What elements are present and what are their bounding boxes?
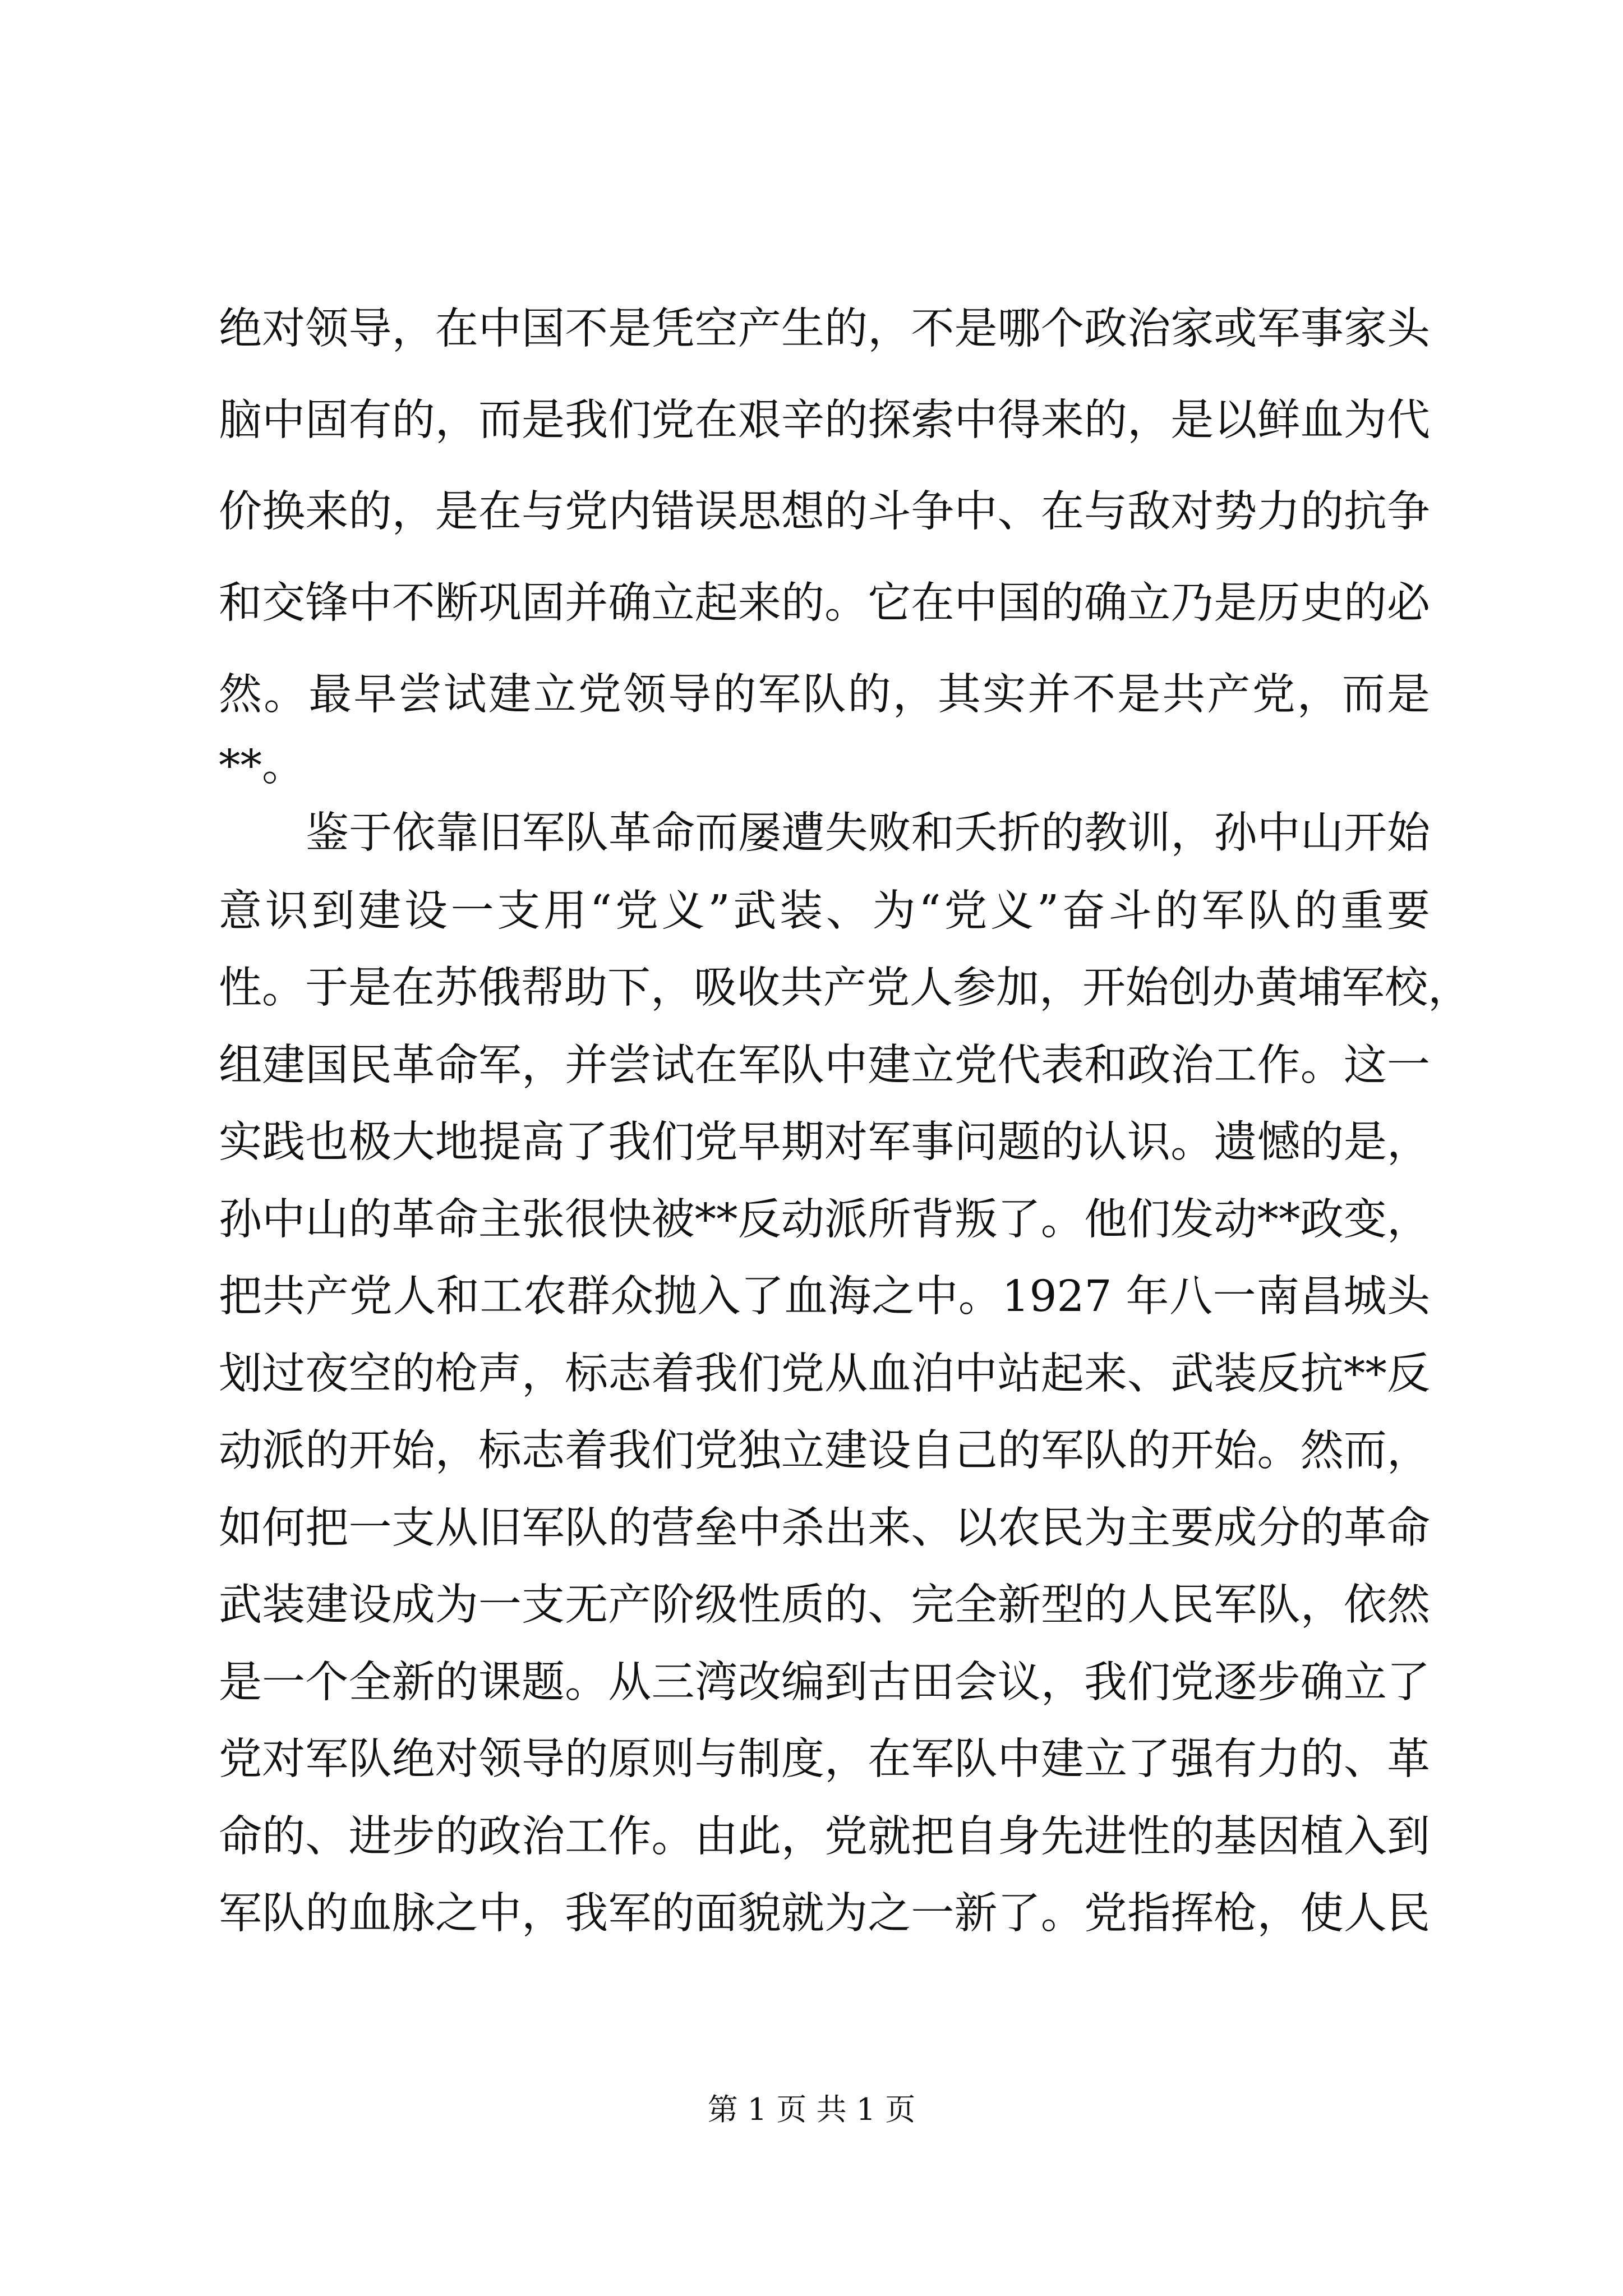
- text-line: 如何把一支从旧军队的营垒中杀出来、以农民为主要成分的革命: [219, 1503, 1430, 1553]
- text-line: 价换来的，是在与党内错误思想的斗争中、在与敌对势力的抗争: [219, 487, 1430, 537]
- text-line: 脑中固有的，而是我们党在艰辛的探索中得来的，是以鲜血为代: [219, 395, 1430, 445]
- text-line: 动派的开始，标志着我们党独立建设自己的军队的开始。然而，: [219, 1426, 1430, 1476]
- text-line: 意识到建设一支用“党义”武装、为“党义”奋斗的军队的重要: [219, 886, 1430, 936]
- text-line: 武装建设成为一支无产阶级性质的、完全新型的人民军队，依然: [219, 1580, 1430, 1630]
- text-line: 是一个全新的课题。从三湾改编到古田会议，我们党逐步确立了: [219, 1658, 1430, 1708]
- text-line: 性。于是在苏俄帮助下，吸收共产党人参加，开始创办黄埔军校，: [219, 963, 1471, 1013]
- text-line: **。: [219, 741, 305, 791]
- text-line: 组建国民革命军，并尝试在军队中建立党代表和政治工作。这一: [219, 1041, 1430, 1091]
- text-line: 党对军队绝对领导的原则与制度，在军队中建立了强有力的、革: [219, 1734, 1430, 1784]
- text-line: 把共产党人和工农群众抛入了血海之中。1927 年八一南昌城头: [219, 1272, 1430, 1322]
- text-line: 然。最早尝试建立党领导的军队的，其实并不是共产党，而是: [219, 670, 1430, 720]
- text-line: 绝对领导，在中国不是凭空产生的，不是哪个政治家或军事家头: [219, 304, 1430, 354]
- text-line: 军队的血脉之中，我军的面貌就为之一新了。党指挥枪，使人民: [219, 1889, 1430, 1939]
- text-line: 孙中山的革命主张很快被**反动派所背叛了。他们发动**政变，: [219, 1195, 1430, 1245]
- text-line: 实践也极大地提高了我们党早期对军事问题的认识。遗憾的是，: [219, 1117, 1430, 1167]
- text-line: 划过夜空的枪声，标志着我们党从血泊中站起来、武装反抗**反: [219, 1349, 1430, 1399]
- page-number-footer: 第 1 页 共 1 页: [707, 2092, 916, 2127]
- paragraph-first-line: 鉴于依靠旧军队革命而屡遭失败和夭折的教训，孙中山开始: [306, 808, 1430, 858]
- text-line: 和交锋中不断巩固并确立起来的。它在中国的确立乃是历史的必: [219, 578, 1430, 628]
- text-line: 命的、进步的政治工作。由此，党就把自身先进性的基因植入到: [219, 1812, 1430, 1862]
